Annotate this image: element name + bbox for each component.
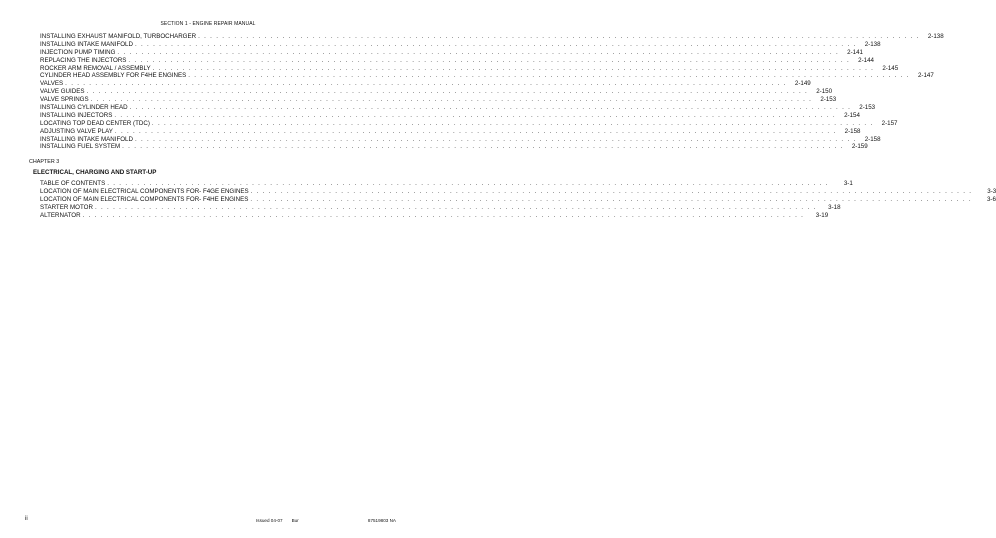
toc-entry[interactable] bbox=[40, 211, 829, 220]
leader-dots: . . . . . . . . . . . . . . . . . . . . . . . . . . . . . . . . . . . . . . . . . . . . . . . . . . . . . . . . . . . . . . . . . . . . . . . . . . . . . . . . . . . . . . . . . . . . . . . . . . . . . . . . . . . . . . . . . . . . . . . . bbox=[129, 104, 852, 112]
leader-dots: . . . . . . . . . . . . . . . . . . . . . . . . . . . . . . . . . . . . . . . . . . . . . . . . . . . . . . . . . . . . . . . . . . . . . . . . . . . . . . . . . . . . . . . . . . . . . . . . . . . . . . . . . . . . . . . . . . . . . . . . bbox=[107, 180, 829, 187]
toc-entry-title: VALVE SPRINGS bbox=[40, 96, 89, 104]
toc-entry-page: 2-153 bbox=[820, 96, 837, 104]
leader-dots: . . . . . . . . . . . . . . . . . . . . . . . . . . . . . . . . . . . . . . . . . . . . . . . . . . . . . . . . . . . . . . . . . . . . . . . . . . . . . . . . . . . . . . . . . . . . . . . . . . . . . . . . . . . . . . . . . . . . . . . . bbox=[94, 203, 817, 211]
toc-list-engine bbox=[40, 33, 944, 151]
toc-entry[interactable] bbox=[40, 127, 861, 136]
document-code: 87519803 NA bbox=[367, 518, 396, 523]
toc-entry-page: 2-150 bbox=[816, 88, 833, 96]
leader-dots: . . . . . . . . . . . . . . . . . . . . . . . . . . . . . . . . . . . . . . . . . . . . . . . . . . . . . . . . . . . . . . . . . . . . . . . . . . . . . . . . . . . . . . . . . . . . . . . . . . . . . . . . . . . . . . . . . . . . . . . . bbox=[250, 187, 973, 195]
running-header: SECTION 1 - ENGINE REPAIR MANUAL bbox=[160, 21, 256, 27]
leader-dots: . . . . . . . . . . . . . . . . . . . . . . . . . . . . . . . . . . . . . . . . . . . . . . . . . . . . . . . . . . . . . . . . . . . . . . . . . . . . . . . . . . . . . . . . . . . . . . . . . . . . . . . . . . . . . . . . . . . . . . . . bbox=[134, 135, 857, 143]
leader-dots: . . . . . . . . . . . . . . . . . . . . . . . . . . . . . . . . . . . . . . . . . . . . . . . . . . . . . . . . . . . . . . . . . . . . . . . . . . . . . . . . . . . . . . . . . . . . . . . . . . . . . . . . . . . . . . . . . . . . . . . . bbox=[114, 127, 837, 135]
leader-dots: . . . . . . . . . . . . . . . . . . . . . . . . . . . . . . . . . . . . . . . . . . . . . . . . . . . . . . . . . . . . . . . . . . . . . . . . . . . . . . . . . . . . . . . . . . . . . . . . . . . . . . . . . . . . . . . . . . . . . . . . bbox=[250, 195, 972, 203]
toc-entry-page: 2-154 bbox=[844, 111, 860, 119]
toc-entry-title: INSTALLING FUEL SYSTEM bbox=[40, 143, 121, 151]
toc-entry[interactable] bbox=[40, 195, 996, 204]
leader-dots: . . . . . . . . . . . . . . . . . . . . . . . . . . . . . . . . . . . . . . . . . . . . . . . . . . . . . . . . . . . . . . . . . . . . . . . . . . . . . . . . . . . . . . . . . . . . . . . . . . . . . . . . . . . . . . . . . . . . . . . . bbox=[198, 33, 920, 40]
toc-entry-page: 2-159 bbox=[851, 143, 868, 151]
toc-entry-title: VALVES bbox=[40, 80, 64, 88]
leader-dots: . . . . . . . . . . . . . . . . . . . . . . . . . . . . . . . . . . . . . . . . . . . . . . . . . . . . . . . . . . . . . . . . . . . . . . . . . . . . . . . . . . . . . . . . . . . . . . . . . . . . . . . . . . . . . . . . . . . . . . . . bbox=[65, 80, 787, 88]
toc-entry-page: 2-153 bbox=[859, 104, 876, 112]
toc-entry-title: ROCKER ARM REMOVAL / ASSEMBLY bbox=[40, 64, 151, 72]
toc-entry-title: ALTERNATOR bbox=[40, 211, 81, 219]
leader-dots: . . . . . . . . . . . . . . . . . . . . . . . . . . . . . . . . . . . . . . . . . . . . . . . . . . . . . . . . . . . . . . . . . . . . . . . . . . . . . . . . . . . . . . . . . . . . . . . . . . . . . . . . . . . . . . . . . . . . . . . . bbox=[128, 56, 850, 64]
toc-entry-title: LOCATING TOP DEAD CENTER (TDC) bbox=[40, 119, 150, 127]
toc-entry-page: 3-1 bbox=[843, 180, 853, 187]
toc-entry-page: 3-18 bbox=[828, 203, 841, 211]
leader-dots: . . . . . . . . . . . . . . . . . . . . . . . . . . . . . . . . . . . . . . . . . . . . . . . . . . . . . . . . . . . . . . . . . . . . . . . . . . . . . . . . . . . . . . . . . . . . . . . . . . . . . . . . . . . . . . . . . . . . . . . . bbox=[114, 111, 836, 119]
toc-entry-page: 2-147 bbox=[917, 72, 934, 80]
toc-entry[interactable] bbox=[40, 119, 898, 128]
toc-entry-title: ADJUSTING VALVE PLAY bbox=[40, 127, 113, 135]
toc-entry[interactable] bbox=[40, 111, 860, 120]
toc-entry[interactable] bbox=[40, 80, 811, 88]
leader-dots: . . . . . . . . . . . . . . . . . . . . . . . . . . . . . . . . . . . . . . . . . . . . . . . . . . . . . . . . . . . . . . . . . . . . . . . . . . . . . . . . . . . . . . . . . . . . . . . . . . . . . . . . . . . . . . . . . . . . . . . . bbox=[152, 64, 875, 72]
toc-entry[interactable] bbox=[40, 64, 899, 73]
toc-entry-page: 2-157 bbox=[881, 119, 898, 127]
toc-entry-title: VALVE GUIDES bbox=[40, 88, 85, 96]
toc-entry-title: LOCATION OF MAIN ELECTRICAL COMPONENTS FOR- F4HE ENGINES bbox=[40, 195, 249, 203]
leader-dots: . . . . . . . . . . . . . . . . . . . . . . . . . . . . . . . . . . . . . . . . . . . . . . . . . . . . . . . . . . . . . . . . . . . . . . . . . . . . . . . . . . . . . . . . . . . . . . . . . . . . . . . . . . . . . . . . . . . . . . . . bbox=[90, 96, 813, 104]
toc-entry-page: 2-144 bbox=[858, 56, 874, 64]
toc-entry[interactable] bbox=[40, 187, 996, 196]
toc-entry-title: TABLE OF CONTENTS bbox=[40, 180, 106, 187]
toc-entry-page: 3-19 bbox=[815, 211, 829, 219]
toc-entry[interactable] bbox=[40, 203, 841, 212]
toc-entry[interactable] bbox=[40, 56, 874, 65]
toc-entry-page: 2-138 bbox=[864, 40, 881, 48]
leader-dots: . . . . . . . . . . . . . . . . . . . . . . . . . . . . . . . . . . . . . . . . . . . . . . . . . . . . . . . . . . . . . . . . . . . . . . . . . . . . . . . . . . . . . . . . . . . . . . . . . . . . . . . . . . . . . . . . . . . . . . . . bbox=[117, 48, 839, 56]
issued-date: Issued 04-07 bbox=[256, 518, 283, 523]
toc-entry[interactable] bbox=[40, 143, 868, 151]
toc-entry-title: INSTALLING INJECTORS bbox=[40, 111, 113, 119]
toc-entry-title: INJECTION PUMP TIMING bbox=[40, 48, 116, 56]
toc-entry[interactable] bbox=[40, 135, 881, 144]
footer-bur: Bur bbox=[291, 518, 299, 523]
leader-dots: . . . . . . . . . . . . . . . . . . . . . . . . . . . . . . . . . . . . . . . . . . . . . . . . . . . . . . . . . . . . . . . . . . . . . . . . . . . . . . . . . . . . . . . . . . . . . . . . . . . . . . . . . . . . . . . . . . . . . . . . bbox=[188, 72, 910, 80]
toc-entry-page: 2-158 bbox=[864, 135, 881, 143]
toc-entry[interactable] bbox=[40, 96, 837, 104]
toc-entry-title: INSTALLING INTAKE MANIFOLD bbox=[40, 40, 133, 48]
toc-entry-title: REPLACING THE INJECTORS bbox=[40, 56, 127, 64]
leader-dots: . . . . . . . . . . . . . . . . . . . . . . . . . . . . . . . . . . . . . . . . . . . . . . . . . . . . . . . . . . . . . . . . . . . . . . . . . . . . . . . . . . . . . . . . . . . . . . . . . . . . . . . . . . . . . . . . . . . . . . . . bbox=[122, 143, 844, 151]
toc-entry-page: 2-149 bbox=[794, 80, 811, 88]
toc-entry-page: 3-6 bbox=[986, 195, 996, 203]
page-number: ii bbox=[25, 516, 28, 522]
leader-dots: . . . . . . . . . . . . . . . . . . . . . . . . . . . . . . . . . . . . . . . . . . . . . . . . . . . . . . . . . . . . . . . . . . . . . . . . . . . . . . . . . . . . . . . . . . . . . . . . . . . . . . . . . . . . . . . . . . . . . . . . bbox=[86, 88, 809, 96]
leader-dots: . . . . . . . . . . . . . . . . . . . . . . . . . . . . . . . . . . . . . . . . . . . . . . . . . . . . . . . . . . . . . . . . . . . . . . . . . . . . . . . . . . . . . . . . . . . . . . . . . . . . . . . . . . . . . . . . . . . . . . . . bbox=[82, 211, 805, 219]
leader-dots: . . . . . . . . . . . . . . . . . . . . . . . . . . . . . . . . . . . . . . . . . . . . . . . . . . . . . . . . . . . . . . . . . . . . . . . . . . . . . . . . . . . . . . . . . . . . . . . . . . . . . . . . . . . . . . . . . . . . . . . . bbox=[151, 119, 874, 127]
toc-entry[interactable] bbox=[40, 40, 881, 49]
chapter-heading: ELECTRICAL, CHARGING AND START-UP bbox=[33, 169, 157, 176]
toc-entry-title: INSTALLING EXHAUST MANIFOLD, TURBOCHARGER bbox=[40, 33, 197, 40]
toc-entry-title: STARTER MOTOR bbox=[40, 203, 93, 211]
toc-entry-title: INSTALLING INTAKE MANIFOLD bbox=[40, 135, 133, 143]
leader-dots: . . . . . . . . . . . . . . . . . . . . . . . . . . . . . . . . . . . . . . . . . . . . . . . . . . . . . . . . . . . . . . . . . . . . . . . . . . . . . . . . . . . . . . . . . . . . . . . . . . . . . . . . . . . . . . . . . . . . . . . . bbox=[134, 40, 857, 48]
toc-entry[interactable] bbox=[40, 48, 863, 57]
toc-entry-page: 3-3 bbox=[987, 187, 996, 195]
toc-entry-title: CYLINDER HEAD ASSEMBLY FOR F4HE ENGINES bbox=[40, 72, 187, 80]
chapter-label: CHAPTER 3 bbox=[29, 159, 60, 165]
toc-entry[interactable] bbox=[40, 104, 876, 112]
toc-entry[interactable] bbox=[40, 88, 833, 96]
footer-info bbox=[256, 518, 396, 523]
toc-entry[interactable] bbox=[40, 72, 934, 80]
toc-entry-title: INSTALLING CYLINDER HEAD bbox=[40, 104, 128, 112]
toc-entry-page: 2-141 bbox=[847, 48, 863, 56]
toc-entry-page: 2-145 bbox=[882, 64, 899, 72]
toc-entry[interactable] bbox=[40, 33, 944, 41]
toc-entry-page: 2-158 bbox=[844, 127, 861, 135]
toc-entry[interactable] bbox=[40, 180, 853, 188]
toc-list-electrical bbox=[40, 180, 996, 219]
toc-entry-page: 2-138 bbox=[927, 33, 944, 40]
toc-entry-title: LOCATION OF MAIN ELECTRICAL COMPONENTS FOR- F4GE ENGINES bbox=[40, 187, 249, 195]
